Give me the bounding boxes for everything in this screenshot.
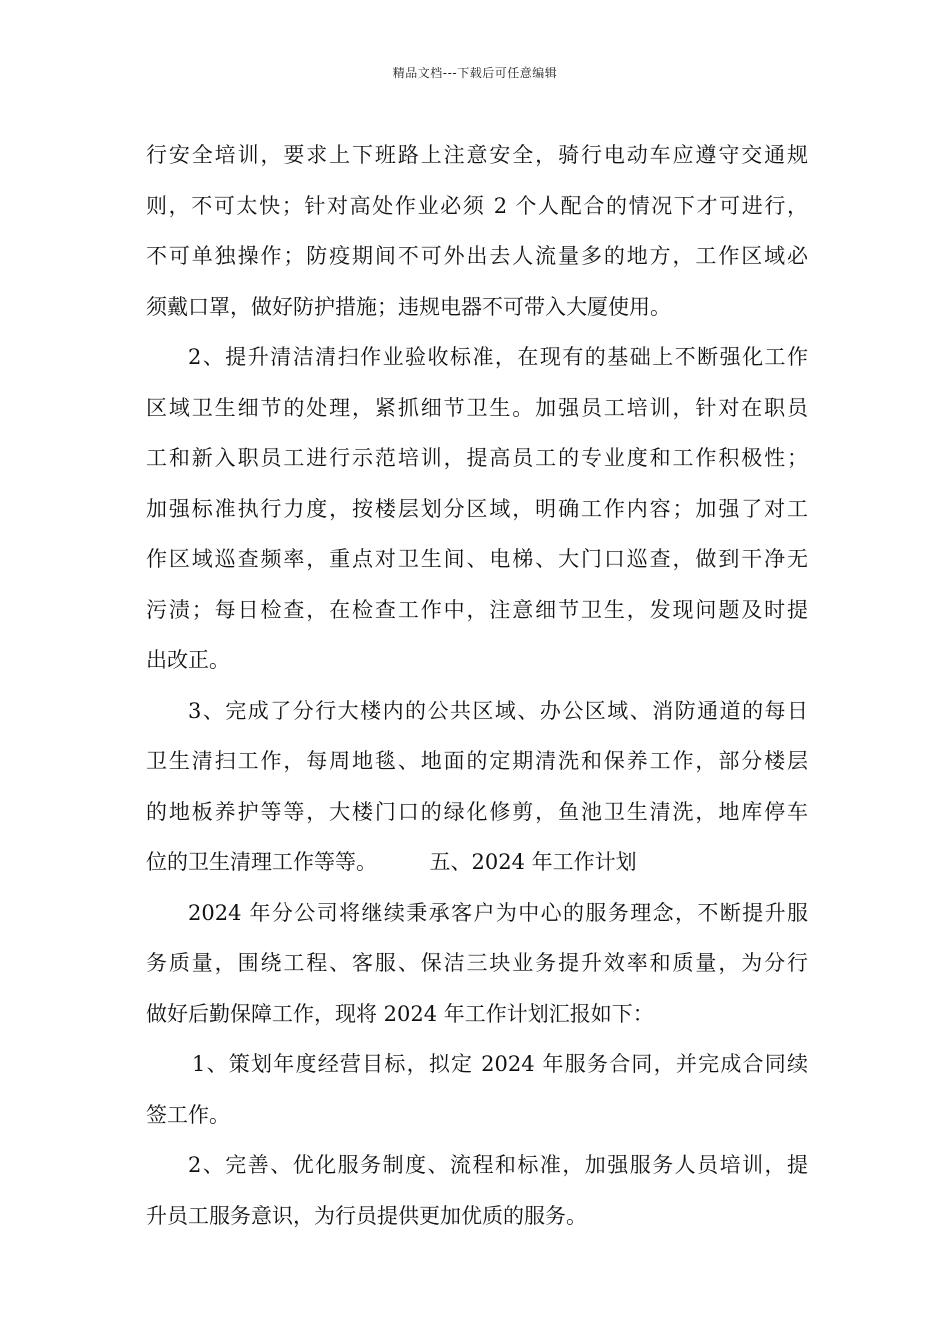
text-line: 工和新入职员工进行示范培训，提高员工的专业度和工作积极性； [146, 446, 808, 470]
text-line: 卫生清扫工作，每周地毯、地面的定期清洗和保养工作，部分楼层 [146, 749, 808, 773]
text-line: 升员工服务意识，为行员提供更加优质的服务。 [146, 1203, 587, 1228]
text-line: 出改正。 [146, 648, 230, 672]
text-line: 加强标准执行力度，按楼层划分区域，明确工作内容；加强了对工 [146, 496, 808, 521]
paragraph-start-line: 1、策划年度经营目标，拟定 2024 年服务合同，并完成合同续 [192, 1052, 808, 1076]
text-line: 污渍；每日检查，在检查工作中，注意细节卫生，发现问题及时提 [146, 597, 808, 622]
text-line: 的地板养护等等，大楼门口的绿化修剪，鱼池卫生清洗，地库停车 [146, 799, 808, 824]
text-line: 务质量，围绕工程、客服、保洁三块业务提升效率和质量，为分行 [146, 951, 808, 975]
text-line: 做好后勤保障工作，现将 2024 年工作计划汇报如下： [146, 1001, 654, 1026]
page-header: 精品文档---下载后可任意编辑 [392, 66, 558, 80]
paragraph-start-line: 3、完成了分行大楼内的公共区域、办公区域、消防通道的每日 [188, 698, 808, 723]
text-line: 签工作。 [146, 1102, 230, 1127]
text-line: 则，不可太快；针对高处作业必须 2 个人配合的情况下才可进行， [146, 193, 808, 218]
text-line: 作区域巡查频率，重点对卫生间、电梯、大门口巡查，做到干净无 [146, 547, 808, 571]
document-body [146, 130, 808, 1241]
text-line: 不可单独操作；防疫期间不可外出去人流量多的地方，工作区域必 [146, 244, 808, 268]
paragraph-start-line: 2024 年分公司将继续秉承客户为中心的服务理念，不断提升服 [188, 900, 808, 925]
text-line: 行安全培训，要求上下班路上注意安全，骑行电动车应遵守交通规 [146, 143, 808, 167]
text-line: 区域卫生细节的处理，紧抓细节卫生。加强员工培训，针对在职员 [146, 395, 808, 420]
section-heading-line: 位的卫生清理工作等等。 五、2024 年工作计划 [146, 850, 637, 874]
paragraph-start-line: 2、完善、优化服务制度、流程和标准，加强服务人员培训，提 [188, 1153, 808, 1177]
text-line: 须戴口罩，做好防护措施；违规电器不可带入大厦使用。 [146, 294, 671, 319]
paragraph-start-line: 2、提升清洁清扫作业验收标准，在现有的基础上不断强化工作 [188, 345, 808, 369]
